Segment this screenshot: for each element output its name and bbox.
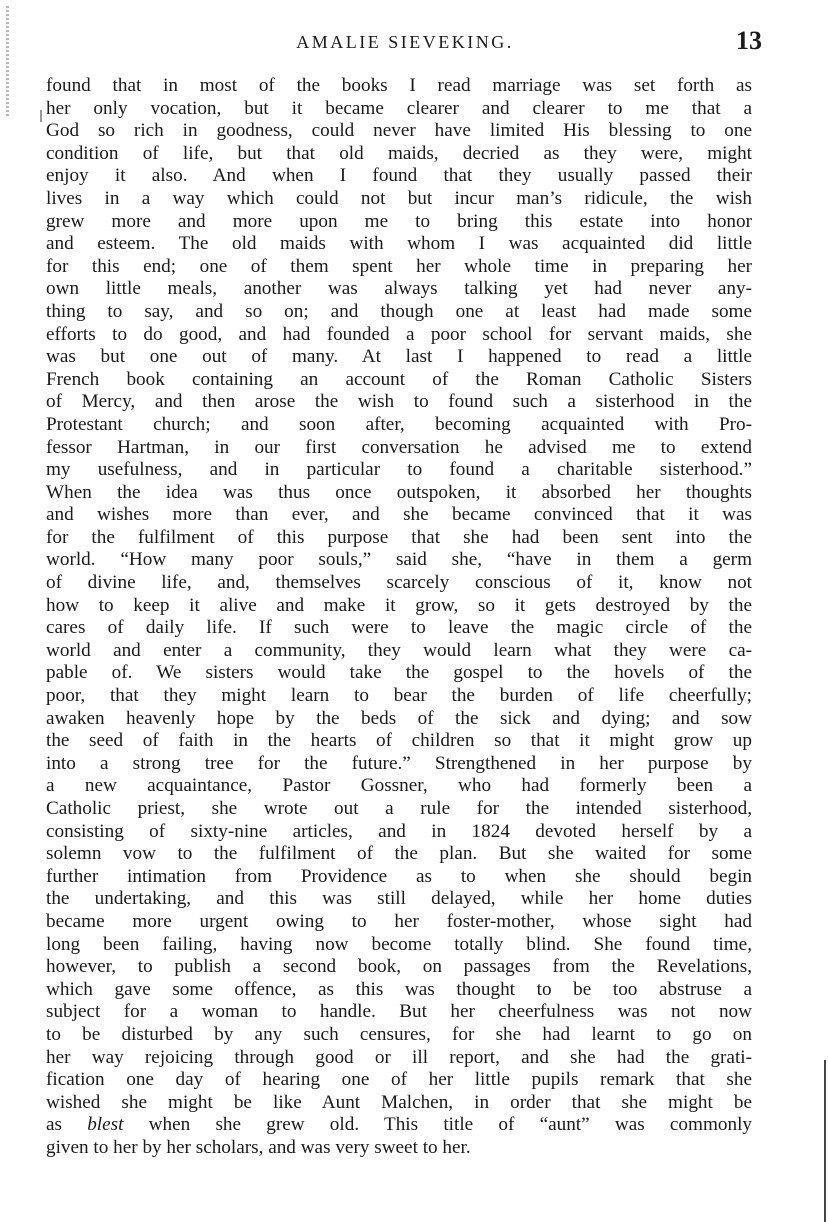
text-line: my usefulness, and in particular to found a charitable sisterhood.”: [46, 459, 752, 481]
text-line: When the idea was thus once outspoken, it absorbed her thoughts: [46, 481, 752, 503]
text-line: for the fulfilment of this purpose that she had been sent into the: [46, 526, 752, 548]
text-line: the seed of faith in the hearts of children so that it might grow up: [46, 730, 752, 752]
text-line: how to keep it alive and make it grow, so it gets destroyed by the: [46, 594, 752, 616]
text-line: became more urgent owing to her foster-mother, whose sight had: [46, 910, 752, 932]
text-line: her way rejoicing through good or ill report, and she had the grati-: [46, 1046, 752, 1068]
scan-edge-line: [824, 1060, 826, 1222]
page-header: [46, 26, 764, 56]
text-line: grew more and more upon me to bring this estate into honor: [46, 210, 752, 232]
body-text: [46, 75, 752, 1160]
text-line: fessor Hartman, in our first conversation he advised me to extend: [46, 436, 752, 458]
text-line: consisting of sixty-nine articles, and in 1824 devoted herself by a: [46, 820, 752, 842]
text-line: efforts to do good, and had founded a poor school for servant maids, she: [46, 323, 752, 345]
scan-edge-mark: [6, 6, 9, 116]
text-line: Protestant church; and soon after, becoming acquainted with Pro-: [46, 413, 752, 435]
text-line: cares of daily life. If such were to leave the magic circle of the: [46, 617, 752, 639]
text-line: lives in a way which could not but incur man’s ridicule, the wish: [46, 187, 752, 209]
text-line: found that in most of the books I read marriage was set forth as: [46, 75, 752, 96]
text-line: which gave some offence, as this was thought to be too abstruse a: [46, 978, 752, 1000]
text-line: given to her by her scholars, and was very sweet to her.: [46, 1136, 471, 1158]
text-line: thing to say, and so on; and though one at least had made some: [46, 300, 752, 322]
text-line: into a strong tree for the future.” Strengthened in her purpose by: [46, 752, 752, 774]
text-line: the undertaking, and this was still delayed, while her home duties: [46, 888, 752, 910]
text-line: however, to publish a second book, on passages from the Revelations,: [46, 956, 752, 978]
text-line: Catholic priest, she wrote out a rule for the intended sisterhood,: [46, 798, 752, 819]
text-line: enjoy it also. And when I found that they usually passed their: [46, 165, 752, 187]
text-line: pable of. We sisters would take the gospel to the hovels of the: [46, 662, 752, 684]
text-line: French book containing an account of the Roman Catholic Sisters: [46, 368, 752, 390]
text-line: and esteem. The old maids with whom I was acquainted did little: [46, 233, 752, 255]
text-line: solemn vow to the fulfilment of the plan. But she waited for some: [46, 843, 752, 865]
running-title: AMALIE SIEVEKING.: [296, 32, 514, 52]
text-line: awaken heavenly hope by the beds of the sick and dying; and sow: [46, 707, 752, 729]
text-line: further intimation from Providence as to when she should begin: [46, 865, 752, 887]
text-line: of divine life, and, themselves scarcely conscious of it, know not: [46, 572, 752, 594]
page-number: 13: [736, 26, 762, 55]
text-line: and wishes more than ever, and she became convinced that it was: [46, 504, 752, 526]
text-line: poor, that they might learn to bear the burden of life cheerfully;: [46, 685, 752, 707]
text-line: world. “How many poor souls,” said she, “have in them a germ: [46, 549, 752, 571]
text-line: condition of life, but that old maids, decried as they were, might: [46, 142, 752, 164]
text-line: fication one day of hearing one of her little pupils remark that she: [46, 1069, 752, 1091]
text-line: long been failing, having now become totally blind. She found time,: [46, 933, 752, 955]
text-line: for this end; one of them spent her whole time in preparing her: [46, 255, 752, 277]
text-line: own little meals, another was always talking yet had never any-: [46, 278, 752, 300]
text-line: her only vocation, but it became clearer and clearer to me that a: [46, 97, 752, 119]
text-line: a new acquaintance, Pastor Gossner, who had formerly been a: [46, 775, 752, 797]
text-line: subject for a woman to handle. But her cheerfulness was not now: [46, 1001, 752, 1023]
text-line: God so rich in goodness, could never have limited His blessing to one: [46, 120, 752, 142]
italic-word: blest: [87, 1114, 124, 1136]
text-line: world and enter a community, they would learn what they were ca-: [46, 639, 752, 661]
text-line: as blest when she grew old. This title of “aunt” was commonly: [46, 1114, 752, 1136]
text-line: of Mercy, and then arose the wish to found such a sisterhood in the: [46, 391, 752, 413]
margin-mark: [40, 110, 42, 122]
text-line: was but one out of many. At last I happened to read a little: [46, 346, 752, 368]
text-line: wished she might be like Aunt Malchen, in order that she might be: [46, 1091, 752, 1113]
text-line: to be disturbed by any such censures, for she had learnt to go on: [46, 1023, 752, 1045]
